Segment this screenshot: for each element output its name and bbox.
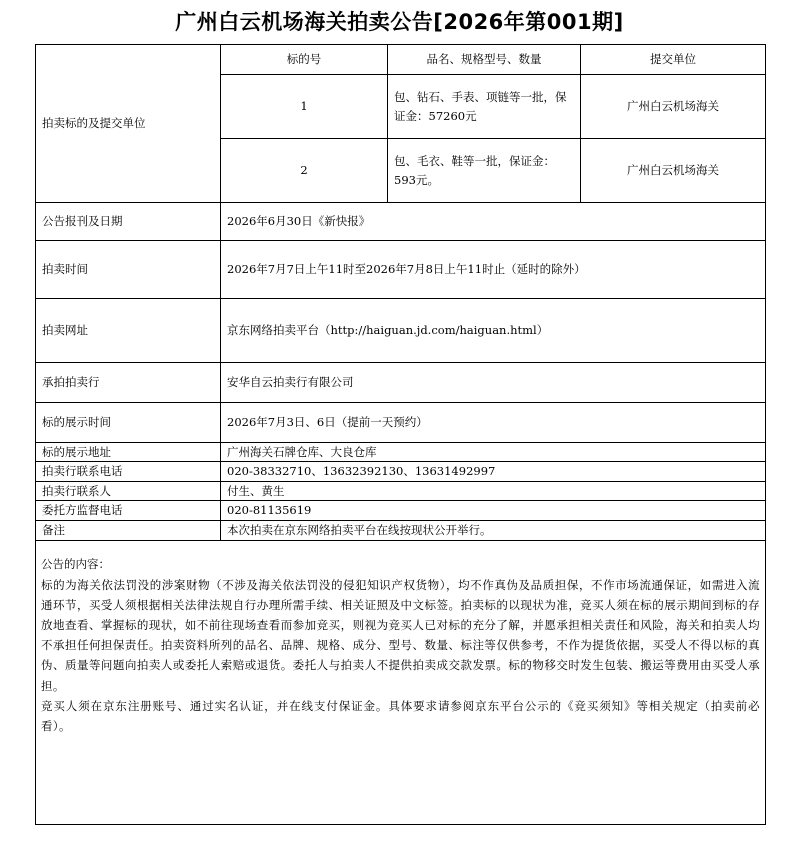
display-address-value: 广州海关石牌仓库、大良仓库 xyxy=(221,443,766,462)
content-cell xyxy=(36,540,766,824)
lot-item: 包、毛衣、鞋等一批，保证金：593元。 xyxy=(388,139,581,203)
info-row-announcement xyxy=(36,203,766,241)
auction-notice-table xyxy=(35,44,766,825)
supervision-phone-label: 委托方监督电话 xyxy=(36,501,221,521)
info-row-auctioneer-phone xyxy=(36,462,766,481)
auctioneer-value: 安华自云拍卖行有限公司 xyxy=(221,363,766,403)
item-header: 品名、规格型号、数量 xyxy=(388,45,581,75)
lot-item: 包、钻石、手表、项链等一批，保证金：57260元 xyxy=(388,75,581,139)
lot-no: 1 xyxy=(221,75,388,139)
auction-url-label: 拍卖网址 xyxy=(36,299,221,363)
content-paragraph: 竞买人须在京东注册账号、通过实名认证，并在线支付保证金。具体要求请参阅京东平台公示的《竞买须知》等相关规定（拍卖前必看）。 xyxy=(41,698,760,733)
lot-header-row xyxy=(36,45,766,75)
auction-time-value: 2026年7月7日上午11时至2026年7月8日上午11时止（延时的除外） xyxy=(221,241,766,299)
content-row xyxy=(36,540,766,824)
info-row-remarks xyxy=(36,521,766,540)
supervision-phone-value: 020-81135619 xyxy=(221,501,766,521)
auctioneer-phone-label: 拍卖行联系电话 xyxy=(36,462,221,481)
auctioneer-phone-value: 020-38332710、13632392130、13631492997 xyxy=(221,462,766,481)
info-row-display-address xyxy=(36,443,766,462)
auction-time-label: 拍卖时间 xyxy=(36,241,221,299)
remarks-value: 本次拍卖在京东网络拍卖平台在线按现状公开举行。 xyxy=(221,521,766,540)
auction-url-value: 京东网络拍卖平台（http://haiguan.jd.com/haiguan.html） xyxy=(221,299,766,363)
info-row-auction-time xyxy=(36,241,766,299)
auctioneer-label: 承拍拍卖行 xyxy=(36,363,221,403)
content-paragraph: 标的为海关依法罚没的涉案财物（不涉及海关依法罚没的侵犯知识产权货物），均不作真伪及品质担保，不作市场流通保证，如需进入流通环节，买受人须根据相关法律法规自行办理所需手续、相关证照及中文标签。拍卖标的以现状为准，竞买人须在标的展示期间到标的存放地查看、掌握标的现状，如不前往现场查看而参加竞买，则视为竞买人已对标的充分了解，并愿承担相关责任和风险，海关和拍卖人均不承担任何担保责任。拍卖资料所列的品名、品牌、规格、成分、型号、数量、标注等仅供参考，不作为提货依据，买受人不得以标的真伪、质量等问题向拍卖人或委托人索赔或退货。委托人与拍卖人不提供拍卖成交款发票。标的物移交时发生包装、搬运等费用由买受人承担。 xyxy=(41,577,760,693)
display-time-label: 标的展示时间 xyxy=(36,403,221,443)
display-time-value: 2026年7月3日、6日（提前一天预约） xyxy=(221,403,766,443)
page-title: 广州白云机场海关拍卖公告[2026年第001期] xyxy=(175,10,624,34)
lot-no: 2 xyxy=(221,139,388,203)
contact-value: 付生、黄生 xyxy=(221,481,766,500)
info-row-display-time xyxy=(36,403,766,443)
lot-section-label: 拍卖标的及提交单位 xyxy=(36,45,221,203)
content-heading: 公告的内容： xyxy=(41,556,110,571)
info-row-contact xyxy=(36,481,766,500)
remarks-label: 备注 xyxy=(36,521,221,540)
info-row-auctioneer xyxy=(36,363,766,403)
lot-unit: 广州白云机场海关 xyxy=(581,75,766,139)
display-address-label: 标的展示地址 xyxy=(36,443,221,462)
info-row-auction-url xyxy=(36,299,766,363)
announcement-value: 2026年6月30日《新快报》 xyxy=(221,203,766,241)
contact-label: 拍卖行联系人 xyxy=(36,481,221,500)
info-row-supervision-phone xyxy=(36,501,766,521)
lot-unit: 广州白云机场海关 xyxy=(581,139,766,203)
unit-header: 提交单位 xyxy=(581,45,766,75)
announcement-label: 公告报刊及日期 xyxy=(36,203,221,241)
lot-no-header: 标的号 xyxy=(221,45,388,75)
